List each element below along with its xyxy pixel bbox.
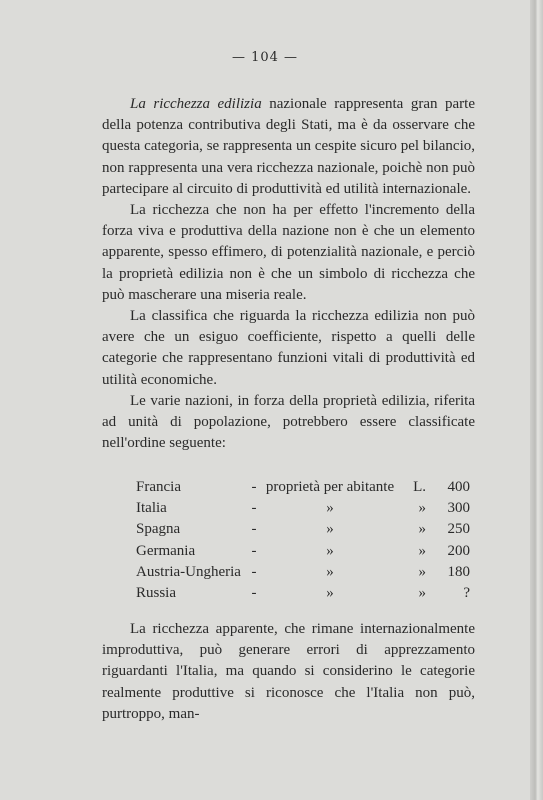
table-row: Spagna - » » 250 <box>136 521 470 538</box>
ranking-table <box>136 477 470 604</box>
paragraph-3: La classifica che riguarda la ricchezza edilizia non può avere che un esiguo coefficiente, rispetto a quelli delle categorie che rappresentano funzioni vitali di produttività ed utilità economiche. <box>102 308 475 388</box>
paragraph-5: La ricchezza apparente, che rimane internazionalmente improduttiva, può generare errori di apprezzamento riguardanti l'Italia, ma quando si considerino le categorie realmente produttive si riconosce che l'Italia non può, purtroppo, man- <box>102 621 475 722</box>
paragraph-4: Le varie nazioni, in forza della proprietà edilizia, riferita ad unità di popolazione, potrebbero essere classificate nell'ordine seguente: <box>102 392 475 452</box>
body-text <box>102 94 475 454</box>
table-row: Austria-Ungheria - » » 180 <box>136 563 470 580</box>
table-row: Germania - » » 200 <box>136 542 470 559</box>
paragraph-2: La ricchezza che non ha per effetto l'incremento della forza viva e produttiva della nazione non è che un elemento apparente, spesso effimero, di potenzialità nazionale, e perciò la proprietà edilizia non è che un simbolo di ricchezza che può mascherare una miseria reale. <box>102 202 475 303</box>
paragraph-1: La ricchezza edilizia nazionale rappresenta gran parte della potenza contributiva degli Stati, ma è da osservare che questa categoria, se rappresenta un cespite sicuro pel bilancio, non rappresenta una vera ricchezza nazionale, poichè non può partecipare al circuito di produttività ed utilità internazionale. <box>102 96 475 197</box>
table-row: Italia - » » 300 <box>136 500 470 517</box>
table-row: Russia - » » ? <box>136 585 470 602</box>
italic-term: La ricchezza edilizia <box>130 96 262 112</box>
page-edge <box>530 0 543 800</box>
closing-text <box>102 619 475 725</box>
table-row: Francia - proprietà per abitante L. 400 <box>136 479 470 496</box>
page-number: — 104 — <box>231 50 299 65</box>
